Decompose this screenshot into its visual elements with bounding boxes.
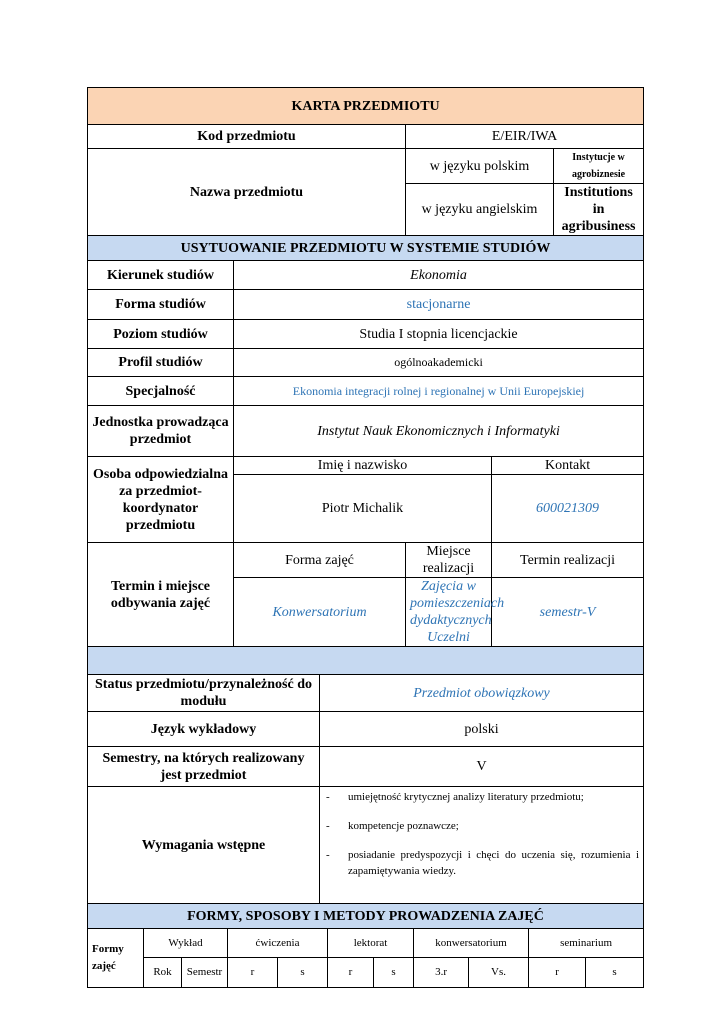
formy-cell: Vs. — [469, 958, 529, 988]
wymagania-label: Wymagania wstępne — [88, 787, 320, 904]
nazwa-en-value: Institutions in agribusiness — [554, 184, 644, 236]
wymagania-item: - kompetencje poznawcze; — [348, 818, 639, 834]
wymagania-item: - umiejętność krytycznej analizy literatury przedmiotu; — [348, 789, 639, 805]
osoba-name-header: Imię i nazwisko — [234, 457, 492, 475]
kod-label: Kod przedmiotu — [88, 125, 406, 149]
section-usytuowanie: USYTUOWANIE PRZEDMIOTU W SYSTEMIE STUDIÓW — [88, 236, 644, 261]
nazwa-pl-label: w języku polskim — [406, 149, 554, 184]
formy-header-cwiczenia: ćwiczenia — [228, 929, 328, 958]
kierunek-value: Ekonomia — [234, 261, 644, 290]
poziom-value: Studia I stopnia licencjackie — [234, 320, 644, 349]
profil-value: ogólnoakademicki — [234, 349, 644, 377]
termin-termin: semestr-V — [492, 578, 644, 647]
jednostka-label: Jednostka prowadząca przedmiot — [88, 406, 234, 457]
kierunek-label: Kierunek studiów — [88, 261, 234, 290]
formy-table — [87, 928, 644, 988]
osoba-name: Piotr Michalik — [234, 475, 492, 543]
profil-label: Profil studiów — [88, 349, 234, 377]
wymagania-list — [324, 789, 639, 879]
formy-header-seminarium: seminarium — [529, 929, 644, 958]
formy-header-wyklad: Wykład — [144, 929, 228, 958]
semestry-label: Semestry, na których realizowany jest przedmiot — [88, 747, 320, 787]
formy-cell: s — [278, 958, 328, 988]
formy-label: Formy zajęć — [88, 929, 144, 988]
wymagania-item: - posiadanie predyspozycji i chęci do uczenia się, rozumienia i zapamiętywania wiedzy. — [348, 847, 639, 879]
specjalnosc-value: Ekonomia integracji rolnej i regionalnej w Unii Europejskiej — [234, 377, 644, 406]
course-card — [87, 87, 643, 988]
osoba-contact-header: Kontakt — [492, 457, 644, 475]
osoba-contact: 600021309 — [492, 475, 644, 543]
forma-label: Forma studiów — [88, 290, 234, 320]
termin-label: Termin i miejsce odbywania zajęć — [88, 543, 234, 647]
poziom-label: Poziom studiów — [88, 320, 234, 349]
termin-h-forma: Forma zajęć — [234, 543, 406, 578]
formy-cell: r — [328, 958, 374, 988]
status-value: Przedmiot obowiązkowy — [320, 675, 644, 712]
specjalnosc-label: Specjalność — [88, 377, 234, 406]
semestry-value: V — [320, 747, 644, 787]
wymagania-list-cell — [320, 787, 644, 904]
card-title: KARTA PRZEDMIOTU — [88, 88, 644, 125]
kod-value: E/EIR/IWA — [406, 125, 644, 149]
formy-cell: Semestr — [182, 958, 228, 988]
termin-miejsce: Zajęcia w pomieszczeniach dydaktycznych Uczelni — [406, 578, 492, 647]
section-formy: FORMY, SPOSOBY I METODY PROWADZENIA ZAJĘĆ — [88, 904, 644, 929]
jezyk-label: Język wykładowy — [88, 712, 320, 747]
termin-h-termin: Termin realizacji — [492, 543, 644, 578]
termin-forma: Konwersatorium — [234, 578, 406, 647]
main-table — [87, 87, 644, 675]
formy-cell: 3.r — [414, 958, 469, 988]
formy-header-lektorat: lektorat — [328, 929, 414, 958]
termin-h-miejsce: Miejsce realizacji — [406, 543, 492, 578]
nazwa-label: Nazwa przedmiotu — [88, 149, 406, 236]
formy-cell: Rok — [144, 958, 182, 988]
formy-cell: s — [586, 958, 644, 988]
formy-cell: r — [529, 958, 586, 988]
jezyk-value: polski — [320, 712, 644, 747]
jednostka-value: Instytut Nauk Ekonomicznych i Informatyki — [234, 406, 644, 457]
nazwa-pl-value: Instytucje w agrobiznesie — [554, 149, 644, 184]
forma-value: stacjonarne — [234, 290, 644, 320]
blue-spacer-row — [88, 647, 644, 675]
formy-cell: s — [374, 958, 414, 988]
osoba-label: Osoba odpowiedzialna za przedmiot- koordynator przedmiotu — [88, 457, 234, 543]
status-label: Status przedmiotu/przynależność do modułu — [88, 675, 320, 712]
details-table — [87, 674, 644, 929]
formy-header-konwersatorium: konwersatorium — [414, 929, 529, 958]
nazwa-en-label: w języku angielskim — [406, 184, 554, 236]
formy-cell: r — [228, 958, 278, 988]
